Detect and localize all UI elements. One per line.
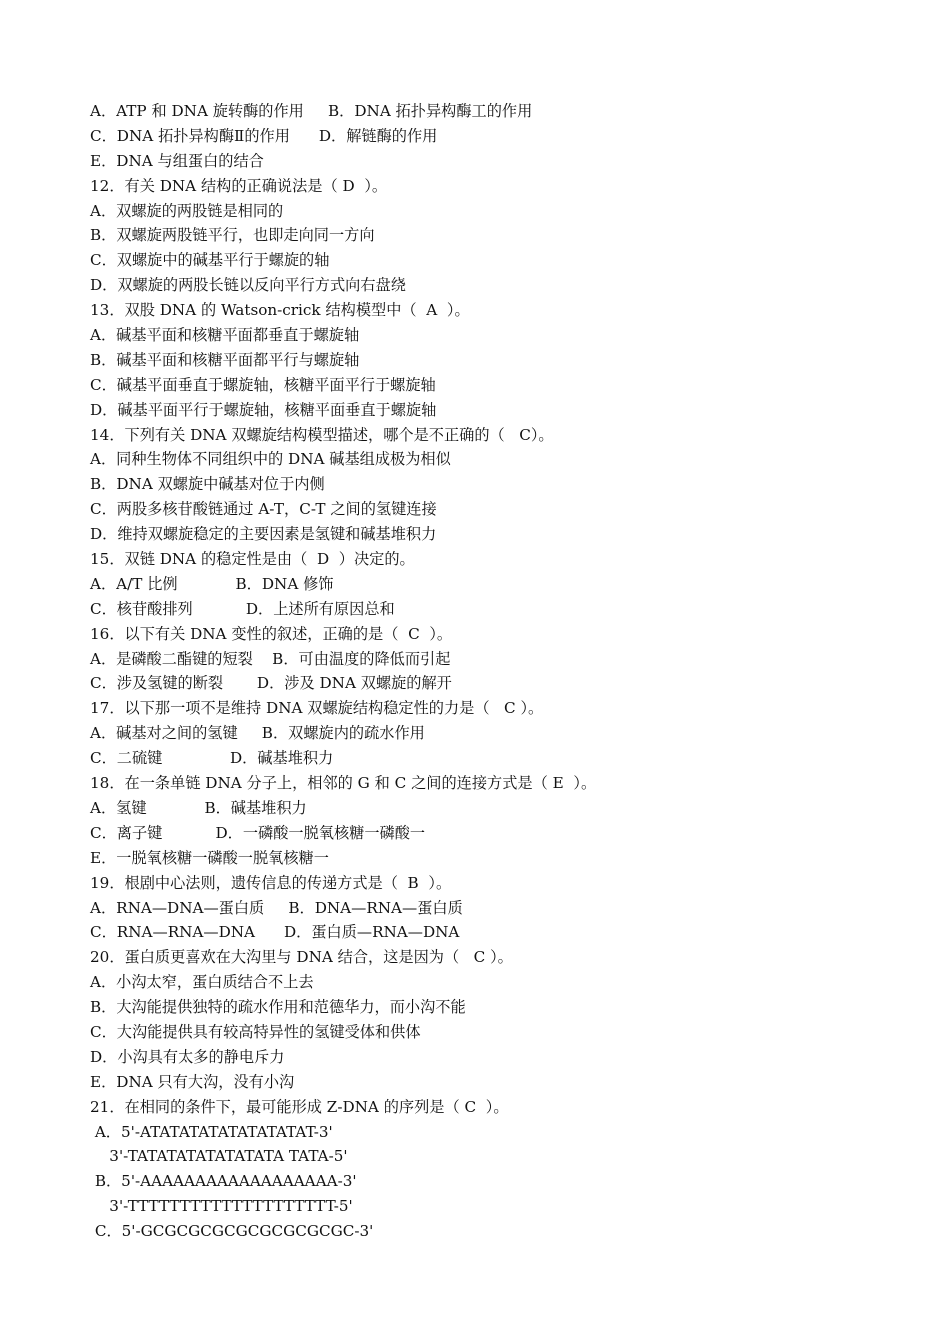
text-line: 14．下列有关 DNA 双螺旋结构模型描述，哪个是不正确的（ C）。 bbox=[90, 425, 554, 444]
text-line: A．同种生物体不同组织中的 DNA 碱基组成极为相似 bbox=[90, 450, 451, 469]
text-line: C．双螺旋中的碱基平行于螺旋的轴 bbox=[90, 251, 330, 270]
text-line: E．DNA 与组蛋白的结合 bbox=[90, 151, 264, 170]
text-line: 3'-TATATATATATATATA TATA-5' bbox=[90, 1147, 348, 1166]
text-line: C．碱基平面垂直于螺旋轴，核糖平面平行于螺旋轴 bbox=[90, 375, 436, 394]
text-line: A．双螺旋的两股链是相同的 bbox=[90, 201, 284, 220]
text-line: 19．根剧中心法则，遗传信息的传递方式是（ B ）。 bbox=[90, 873, 452, 892]
text-line: A．5'-ATATATATATATATATAT-3' bbox=[90, 1122, 333, 1141]
text-line: D．碱基平面平行于螺旋轴，核糖平面垂直于螺旋轴 bbox=[90, 400, 437, 419]
text-line: 18．在一条单链 DNA 分子上，相邻的 G 和 C 之间的连接方式是（ E ）。 bbox=[90, 774, 597, 793]
text-line: A．RNA—DNA—蛋白质 B．DNA—RNA—蛋白质 bbox=[90, 898, 463, 917]
text-line: E．一脱氧核糖一磷酸一脱氧核糖一 bbox=[90, 848, 329, 867]
text-line: C．RNA—RNA—DNA D．蛋白质—RNA—DNA bbox=[90, 923, 460, 942]
text-line: 16．以下有关 DNA 变性的叙述，正确的是（ C ）。 bbox=[90, 624, 453, 643]
text-line: C．5'-GCGCGCGCGCGCGCGCGC-3' bbox=[90, 1222, 374, 1241]
text-line: C．离子键 D．一磷酸一脱氧核糖一磷酸一 bbox=[90, 823, 426, 842]
text-line: B．DNA 双螺旋中碱基对位于内侧 bbox=[90, 475, 325, 494]
text-line: 3'-TTTTTTTTTTTTTTTTTTTT-5' bbox=[90, 1197, 353, 1216]
text-line: C．核苷酸排列 D．上述所有原因总和 bbox=[90, 599, 395, 618]
text-line: 13．双股 DNA 的 Watson-crick 结构模型中（ A ）。 bbox=[90, 301, 470, 320]
text-line: 17．以下那一项不是维持 DNA 双螺旋结构稳定性的力是（ C ）。 bbox=[90, 699, 544, 718]
text-line: D．双螺旋的两股长链以反向平行方式向右盘绕 bbox=[90, 276, 406, 295]
text-line: A．碱基对之间的氢键 B．双螺旋内的疏水作用 bbox=[90, 724, 425, 743]
text-line: C．两股多核苷酸链通过 A-T，C-T 之间的氢键连接 bbox=[90, 500, 437, 519]
text-line: E．DNA 只有大沟，没有小沟 bbox=[90, 1072, 295, 1091]
text-line: B．大沟能提供独特的疏水作用和范德华力，而小沟不能 bbox=[90, 998, 466, 1017]
text-line: A．是磷酸二酯键的短裂 B．可由温度的降低而引起 bbox=[90, 649, 451, 668]
document-page bbox=[90, 99, 890, 1244]
text-line: 12．有关 DNA 结构的正确说法是（ D ）。 bbox=[90, 176, 388, 195]
text-line: 15．双链 DNA 的稳定性是由（ D ）决定的。 bbox=[90, 550, 415, 569]
text-line: C．二硫键 D．碱基堆积力 bbox=[90, 749, 334, 768]
text-line: 21．在相同的条件下，最可能形成 Z-DNA 的序列是（ C ）。 bbox=[90, 1097, 509, 1116]
text-line: A．小沟太窄，蛋白质结合不上去 bbox=[90, 973, 314, 992]
text-line: A．碱基平面和核糖平面都垂直于螺旋轴 bbox=[90, 326, 360, 345]
text-line: B．5'-AAAAAAAAAAAAAAAAAA-3' bbox=[90, 1172, 357, 1191]
text-line: A．ATP 和 DNA 旋转酶的作用 B．DNA 拓扑异构酶工的作用 bbox=[90, 102, 533, 120]
text-line: 20．蛋白质更喜欢在大沟里与 DNA 结合，这是因为（ C ）。 bbox=[90, 948, 513, 967]
text-line: A．A/T 比例 B．DNA 修饰 bbox=[90, 574, 334, 593]
text-line: C．DNA 拓扑异构酶Ⅱ的作用 D．解链酶的作用 bbox=[90, 126, 438, 145]
text-line: C．大沟能提供具有较高特异性的氢键受体和供体 bbox=[90, 1022, 421, 1041]
text-line: C．涉及氢键的断裂 D．涉及 DNA 双螺旋的解开 bbox=[90, 674, 452, 693]
text-line: A．氢键 B．碱基堆积力 bbox=[90, 798, 307, 817]
text-line: B．碱基平面和核糖平面都平行与螺旋轴 bbox=[90, 350, 360, 369]
text-line: D．维持双螺旋稳定的主要因素是氢键和碱基堆积力 bbox=[90, 525, 437, 544]
text-line: B．双螺旋两股链平行，也即走向同一方向 bbox=[90, 226, 375, 245]
text-line: D．小沟具有太多的静电斥力 bbox=[90, 1047, 285, 1066]
